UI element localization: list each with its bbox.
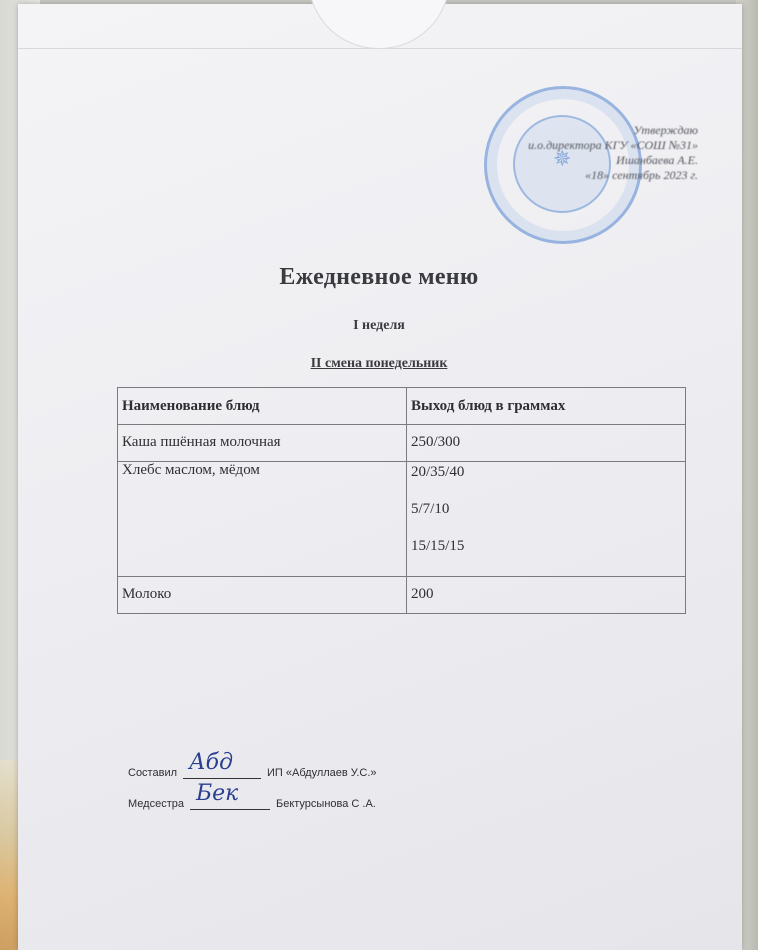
sleeve-notch: [308, 0, 450, 49]
dish-amount: 15/15/15: [411, 538, 465, 554]
menu-table: [117, 387, 686, 614]
table-row: [118, 462, 686, 577]
dish-amount: 200: [407, 577, 686, 614]
shift-label: II смена понедельник: [310, 356, 448, 371]
header-portion-grams: Выход блюд в граммах: [407, 388, 686, 425]
dish-amount: 20/35/40: [411, 464, 465, 480]
table-row: [118, 425, 686, 462]
compiled-by-line: [128, 750, 377, 779]
dish-name: Хлебс маслом, мёдом: [118, 462, 407, 577]
table-row: [118, 577, 686, 614]
approval-line-2: и.о.директора КГУ «СОШ №31»: [528, 138, 698, 152]
week-label: I неделя: [353, 318, 405, 333]
dish-name: Каша пшённая молочная: [118, 425, 407, 462]
approval-line-3: Ишанбаева А.Е.: [616, 153, 698, 167]
table-header-row: [118, 388, 686, 425]
header-dish-name: Наименование блюд: [118, 388, 407, 425]
handwritten-signature: Бек: [195, 781, 239, 806]
signature-line: [183, 750, 261, 779]
dish-amount-cell: [407, 462, 686, 577]
signature-line: [190, 781, 270, 810]
approval-line-4: «18» сентябрь 2023 г.: [585, 168, 698, 182]
approval-block: [480, 123, 698, 183]
plastic-sleeve-top: [18, 0, 742, 49]
nurse-name: Бектурсынова С .А.: [275, 798, 376, 810]
dish-amount: 5/7/10: [411, 501, 450, 517]
dish-name: Молоко: [118, 577, 407, 614]
nurse-line: [128, 781, 376, 810]
document-title: Ежедневное меню: [279, 264, 479, 290]
nurse-label: Медсестра: [128, 798, 184, 810]
compiled-name: ИП «Абдуллаев У.С.»: [267, 767, 377, 779]
compiled-label: Составил: [128, 767, 178, 779]
emblem-icon: ✵: [553, 147, 572, 172]
handwritten-signature: Абд: [189, 750, 234, 775]
dish-amount: 250/300: [407, 425, 686, 462]
approval-line-1: Утверждаю: [633, 123, 698, 137]
